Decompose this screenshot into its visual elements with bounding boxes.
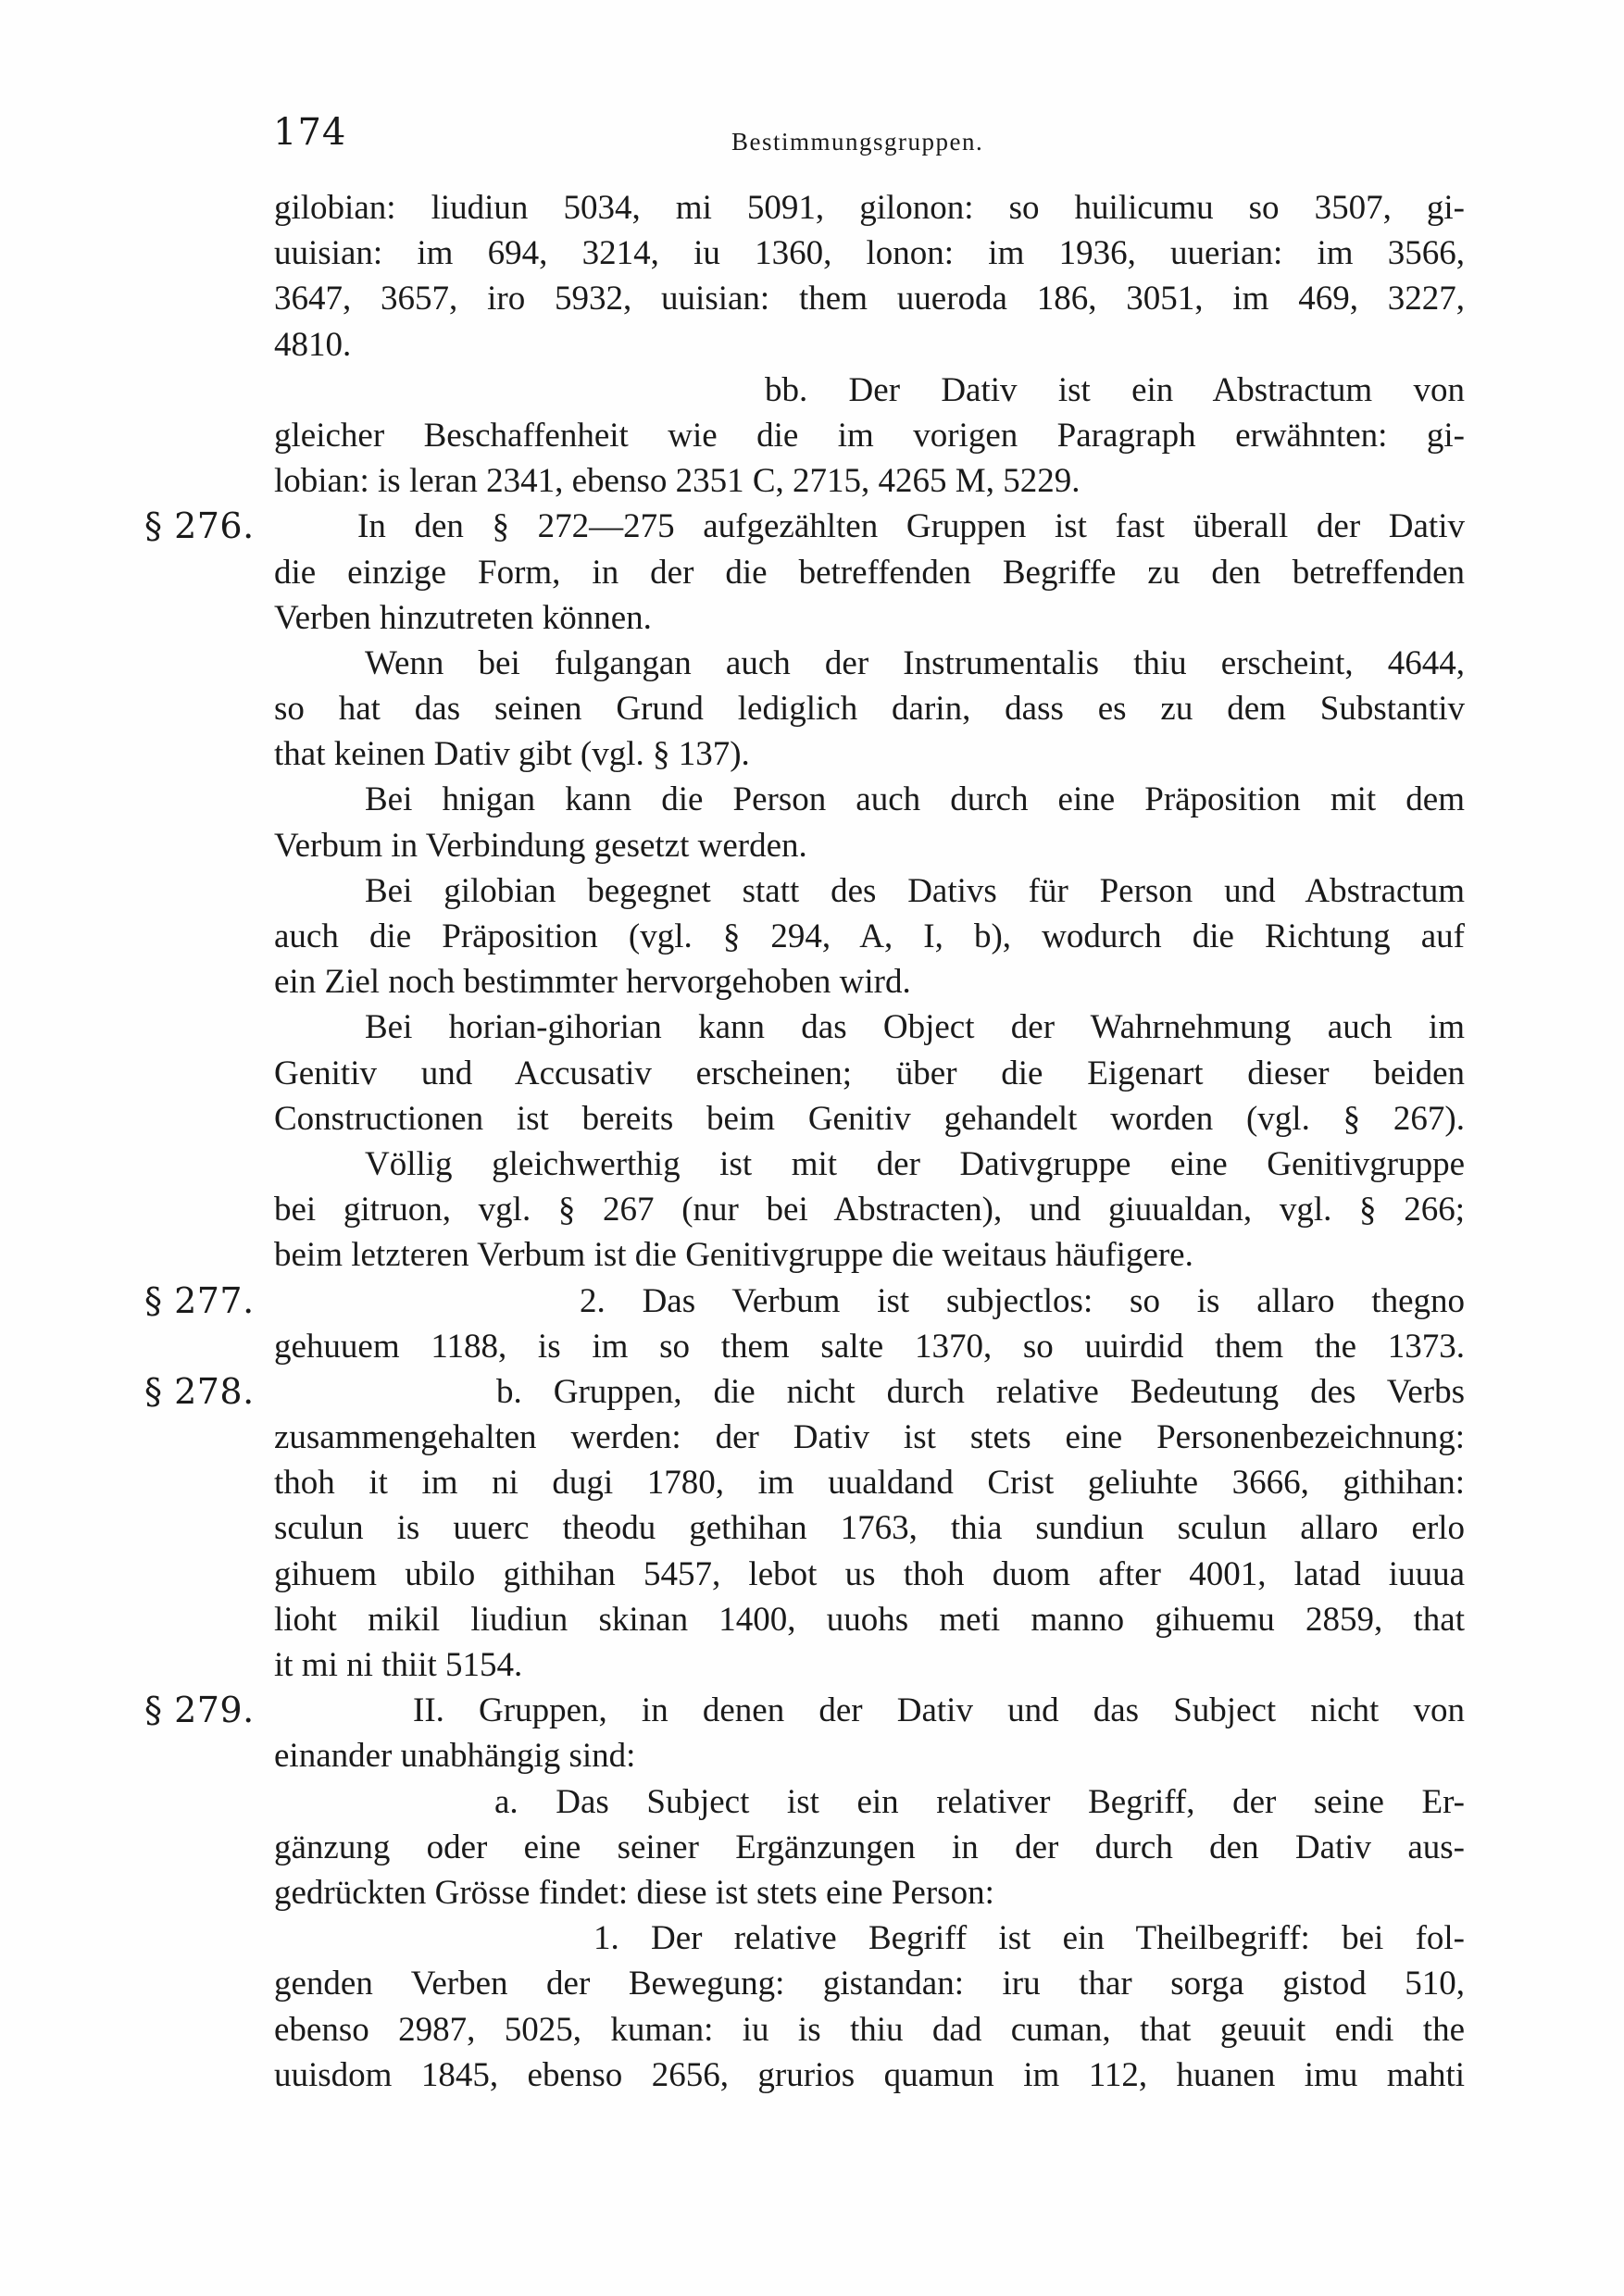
- text-line: that keinen Dativ gibt (vgl. § 137).: [274, 735, 750, 774]
- section-marker-277: § 277.: [144, 1279, 255, 1321]
- text-line: bei gitruon, vgl. § 267 (nur bei Abstracten), und giuualdan, vgl. § 266;: [274, 1191, 1465, 1229]
- section-marker-278: § 278.: [144, 1370, 255, 1412]
- running-head: Bestimmungsgruppen.: [731, 128, 984, 156]
- text-line: thoh it im ni dugi 1780, im uualdand Crist geliuhte 3666, githihan:: [274, 1464, 1465, 1503]
- text-line: In den § 272—275 aufgezählten Gruppen ist fast überall der Dativ: [357, 507, 1465, 546]
- text-line: Wenn bei fulgangan auch der Instrumentalis thiu erscheint, 4644,: [365, 643, 1465, 682]
- text-line: Genitiv und Accusativ erscheinen; über die Eigenart dieser beiden: [274, 1054, 1465, 1092]
- text-line: genden Verben der Bewegung: gistandan: iru thar sorga gistod 510,: [274, 1965, 1465, 2003]
- text-line: Bei hnigan kann die Person auch durch eine Präposition mit dem: [365, 780, 1465, 819]
- section-marker-279: § 279.: [144, 1690, 255, 1731]
- text-line: zusammengehalten werden: der Dativ ist stets eine Personenbezeichnung:: [274, 1418, 1465, 1457]
- text-line: ein Ziel noch bestimmter hervorgehoben wird.: [274, 963, 911, 1002]
- text-line: 2. Das Verbum ist subjectlos: so is allaro thegno: [580, 1281, 1465, 1320]
- paragraph-276-start: [144, 504, 1465, 549]
- text-line: it mi ni thiit 5154.: [274, 1646, 523, 1684]
- text-line: sculun is uuerc theodu gethihan 1763, thia sundiun sculun allaro erlo: [274, 1509, 1465, 1548]
- text-line: Verben hinzutreten können.: [274, 598, 652, 637]
- text-line: beim letzteren Verbum ist die Genitivgruppe die weitaus häufigere.: [274, 1236, 1193, 1275]
- text-line: Bei gilobian begegnet statt des Dativs für Person und Abstractum: [365, 871, 1465, 910]
- text-line: Verbum in Verbindung gesetzt werden.: [274, 826, 807, 865]
- text-line: b. Gruppen, die nicht durch relative Bedeutung des Verbs: [496, 1372, 1465, 1411]
- text-line: gänzung oder eine seiner Ergänzungen in der durch den Dativ aus-: [274, 1828, 1465, 1866]
- text-line: II. Gruppen, in denen der Dativ und das Subject nicht von: [413, 1691, 1465, 1730]
- text-line: 4810.: [274, 325, 352, 364]
- text-line: gedrückten Grösse findet: diese ist stets eine Person:: [274, 1873, 994, 1912]
- text-line: gleicher Beschaffenheit wie die im vorigen Paragraph erwähnten: gi-: [274, 416, 1465, 455]
- page-header: [0, 111, 1624, 167]
- page-number: 174: [273, 111, 347, 154]
- paragraph-278-start: [144, 1369, 1465, 1415]
- section-marker-276: § 276.: [144, 505, 255, 547]
- paragraph-279-start: [144, 1688, 1465, 1733]
- text-line: Bei horian-gihorian kann das Object der Wahrnehmung auch im: [365, 1008, 1465, 1047]
- body-text: [144, 185, 1465, 2098]
- text-line: a. Das Subject ist ein relativer Begriff, der seine Er-: [494, 1782, 1465, 1821]
- text-line: bb. Der Dativ ist ein Abstractum von: [765, 370, 1465, 409]
- text-line: so hat das seinen Grund lediglich darin, dass es zu dem Substantiv: [274, 690, 1465, 729]
- text-line: 1. Der relative Begriff ist ein Theilbegriff: bei fol-: [593, 1919, 1465, 1958]
- text-line: 3647, 3657, iro 5932, uuisian: them uueroda 186, 3051, im 469, 3227,: [274, 280, 1465, 318]
- text-line: Constructionen ist bereits beim Genitiv gehandelt worden (vgl. § 267).: [274, 1099, 1465, 1138]
- text-line: einander unabhängig sind:: [274, 1737, 636, 1776]
- text-line: gilobian: liudiun 5034, mi 5091, gilonon: so huilicumu so 3507, gi-: [274, 189, 1465, 227]
- text-line: lioht mikil liudiun skinan 1400, uuohs meti manno gihuemu 2859, that: [274, 1600, 1465, 1639]
- text-line: uuisian: im 694, 3214, iu 1360, lonon: im 1936, uuerian: im 3566,: [274, 234, 1465, 273]
- text-line: gehuuem 1188, is im so them salte 1370, so uuirdid them the 1373.: [274, 1327, 1465, 1366]
- text-line: gihuem ubilo githihan 5457, lebot us thoh duom after 4001, latad iuuua: [274, 1554, 1465, 1593]
- text-line: uuisdom 1845, ebenso 2656, grurios quamun im 112, huanen imu mahti: [274, 2055, 1465, 2094]
- text-line: auch die Präposition (vgl. § 294, A, I, b), wodurch die Richtung auf: [274, 917, 1465, 955]
- text-line: ebenso 2987, 5025, kuman: iu is thiu dad cuman, that geuuit endi the: [274, 2010, 1465, 2049]
- paragraph-277-start: [144, 1279, 1465, 1324]
- text-line: lobian: is leran 2341, ebenso 2351 C, 2715, 4265 M, 5229.: [274, 462, 1081, 501]
- text-line: Völlig gleichwerthig ist mit der Dativgruppe eine Genitivgruppe: [365, 1144, 1465, 1183]
- text-line: die einzige Form, in der die betreffenden Begriffe zu den betreffenden: [274, 553, 1465, 592]
